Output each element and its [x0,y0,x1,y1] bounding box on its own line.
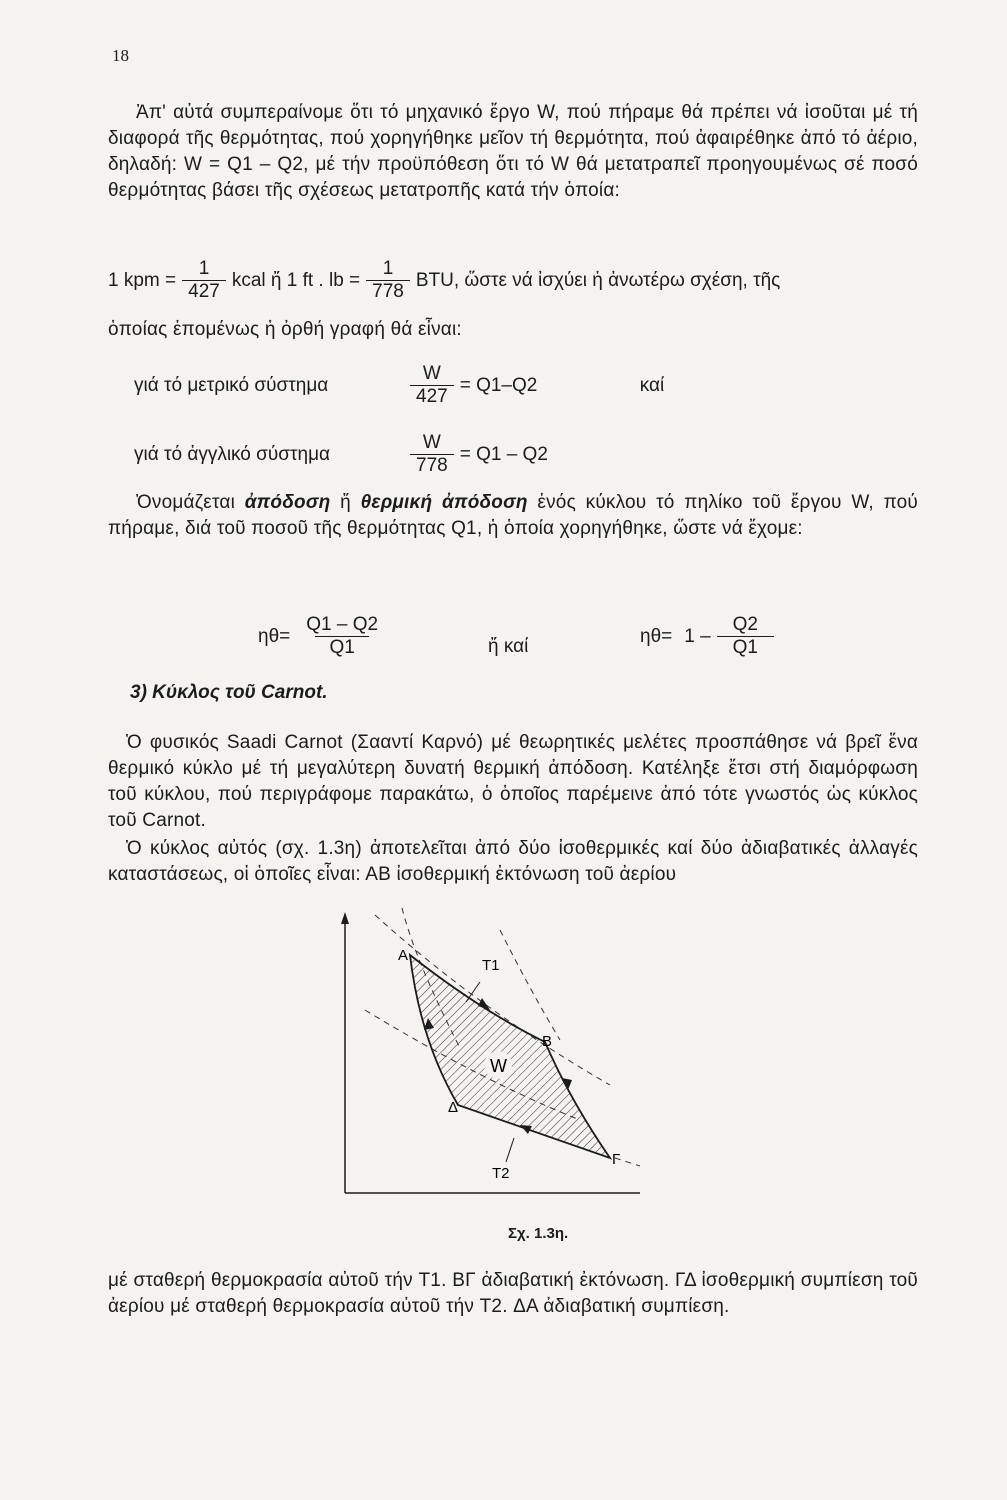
point-g-label: Γ [612,1151,621,1168]
efficiency-paragraph [108,490,918,542]
final-paragraph: μέ σταθερή θερμοκρασία αὐτοῦ τήν T1. ΒΓ ἀδιαβατική ἐκτόνωση. ΓΔ ἰσοθερμική συμπίεση τοῦ ἀερίου μέ σταθερή θερμοκρασία αὐτοῦ τήν T2. ΔΑ ἀδιαβατική συμπίεση. [108,1270,918,1317]
eta-symbol-2: ηθ= [640,625,673,647]
term-efficiency: ἀπόδοση [244,492,331,513]
metric-fraction [410,363,454,408]
conversion-mid-text: kcal ἤ 1 ft . lb = [231,269,361,291]
kpm-label: 1 kpm = [108,269,177,291]
t1-label: T1 [482,957,500,974]
section-heading: 3) Κύκλος τοῦ Carnot. [130,682,328,703]
fraction-denominator: 778 [410,454,454,477]
fraction-1-427 [182,258,226,303]
metric-and: καί [639,374,665,396]
fraction-denominator: 427 [182,280,226,303]
fraction-denominator: Q1 [315,636,368,659]
fraction-numerator: W [422,363,441,384]
figure-caption: Σχ. 1.3η. [508,1225,569,1242]
fraction-numerator: Q2 [732,614,759,635]
english-fraction [410,432,454,477]
carnot-paragraph-2: Ὁ κύκλος αὐτός (σχ. 1.3η) ἀποτελεῖται ἀπό δύο ἰσοθερμικές καί δύο ἀδιαβατικές ἀλλαγές καταστάσεως, οἱ ὁποῖες εἶναι: ΑΒ ἰσοθερμική ἐκτόνωση τοῦ ἀερίου [108,838,918,885]
efficiency-or: ἤ [330,492,361,513]
page-number: 18 [112,46,129,65]
point-b-label: Β [542,1033,553,1050]
metric-rhs: = Q1–Q2 [459,374,538,396]
efficiency-rest: ἑνός κύκλου τό πηλίκο τοῦ ἔργου W, πού πήραμε, διά τοῦ ποσοῦ τῆς θερμότητας Q1, ἡ ὁποία χορηγήθηκε, ὥστε νά ἔχομε: [108,492,918,539]
efficiency-fraction-2 [717,614,774,659]
fraction-denominator: 778 [366,280,410,303]
english-equation [134,432,548,477]
fraction-numerator: 1 [382,258,394,279]
one-minus: 1 – [684,625,711,647]
point-a-label: Α [398,947,409,964]
fraction-numerator: 1 [198,258,210,279]
english-rhs: = Q1 – Q2 [459,443,548,465]
fraction-1-778 [366,258,410,303]
efficiency-formula-2 [640,614,780,659]
or-text: ἤ καί [488,636,529,657]
t2-leader [506,1138,514,1162]
fraction-numerator: W [422,432,441,453]
p-axis-arrow-icon [341,912,349,924]
english-label: γιά τό ἀγγλικό σύστημα [134,443,331,465]
fraction-denominator: Q1 [717,636,774,659]
efficiency-start: Ὀνομάζεται [136,492,245,513]
conversion-equation [108,258,780,303]
cycle-work-area [410,955,610,1158]
conversion-tail: BTU, ὥστε νά ἰσχύει ἡ ἀνωτέρω σχέση, τῆς [415,269,781,291]
eta-symbol: ηθ= [258,625,291,647]
efficiency-formula-1 [258,614,398,659]
carnot-cycle-diagram [330,900,660,1220]
metric-equation [134,363,664,408]
point-d-label: Δ [448,1099,459,1116]
fraction-numerator: Q1 – Q2 [306,614,379,635]
arrow-gd-icon [520,1125,532,1134]
metric-label: γιά τό μετρικό σύστημα [134,374,329,396]
efficiency-fraction-1 [292,614,392,659]
term-thermal-efficiency: θερμική ἀπόδοση [360,492,528,513]
work-label: W [490,1056,507,1076]
intro-paragraph: Ἀπ' αὐτά συμπεραίνομε ὅτι τό μηχανικό ἔργο W, πού πήραμε θά πρέπει νά ἰσοῦται μέ τή διαφορά τῆς θερμότητας, πού χορηγήθηκε μεῖον τή θερμότητα, πού ἀφαιρέθηκε ἀπό τό ἀέριο, δηλαδή: W = Q1 – Q2, μέ τήν προϋπόθεση ὅτι τό W θά μετατραπεῖ προηγουμένως σέ ποσό θερμότητας βάσει τῆς σχέσεως μετατροπῆς κατά τήν ὁποία: [108,102,918,201]
fraction-denominator: 427 [410,385,454,408]
carnot-paragraph-1: Ὁ φυσικός Saadi Carnot (Σααντί Καρνό) μέ θεωρητικές μελέτες προσπάθησε νά βρεῖ ἕνα θερμικό κύκλο μέ τή μεγαλύτερη δυνατή θερμική ἀπόδοση. Κατέληξε ἔτσι στή διαμόρφωση τοῦ κύκλου, πού περιγράφομε παρακάτω, ὁ ὁποῖος παρέμεινε ἀπό τότε γνωστός ὡς κύκλος τοῦ Carnot. [108,732,918,831]
conversion-next-line: ὁποίας ἐπομένως ἡ ὀρθή γραφή θά εἶναι: [108,319,462,340]
t2-label: T2 [492,1165,510,1182]
